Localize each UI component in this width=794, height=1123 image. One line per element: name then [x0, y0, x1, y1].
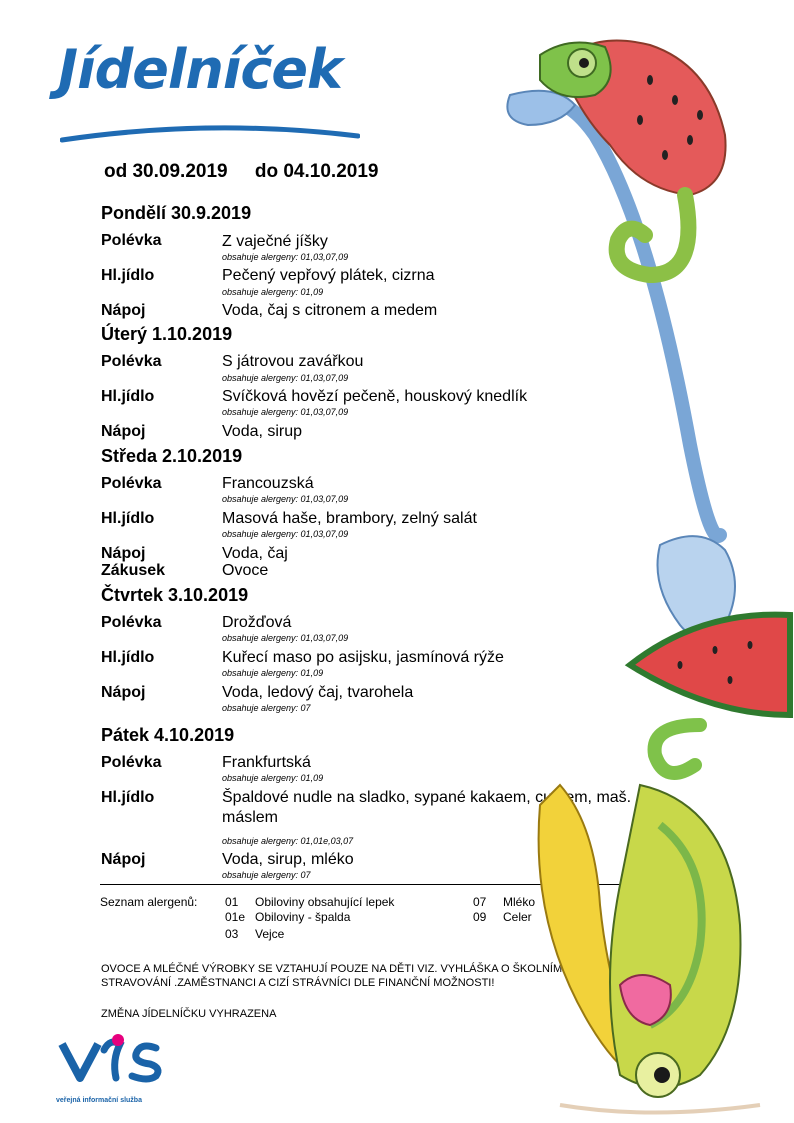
item-dish: Ovoce — [222, 562, 269, 579]
item-label: Polévka — [101, 754, 162, 771]
item-label: Polévka — [101, 353, 162, 370]
item-label: Zákusek — [101, 562, 166, 579]
allergen-name: Vejce — [255, 927, 285, 941]
title-underline-swoosh — [60, 118, 360, 148]
item-dish: S játrovou zavářkou — [222, 353, 364, 370]
item-label: Hl.jídlo — [101, 649, 155, 666]
item-allergens: obsahuje alergeny: 01,09 — [222, 668, 324, 678]
item-dish: Voda, čaj s citronem a medem — [222, 302, 438, 319]
item-label: Hl.jídlo — [101, 388, 155, 405]
day-heading: Středa 2.10.2019 — [101, 446, 243, 466]
item-dish: Kuřecí maso po asijsku, jasmínová rýže — [222, 649, 504, 666]
allergen-code: 01e — [225, 910, 246, 924]
item-allergens: obsahuje alergeny: 07 — [222, 870, 311, 880]
allergen-legend-title: Seznam alergenů: — [100, 895, 198, 909]
period-to: do 04.10.2019 — [254, 161, 379, 182]
item-label: Polévka — [101, 232, 162, 249]
item-dish: Voda, sirup, mléko — [222, 851, 354, 868]
allergen-name: Obiloviny obsahující lepek — [255, 895, 395, 909]
item-label: Hl.jídlo — [101, 789, 155, 806]
item-dish: Frankfurtská — [222, 754, 311, 771]
item-label: Polévka — [101, 614, 162, 631]
note-line: STRAVOVÁNÍ .ZAMĚSTNANCI A CIZÍ STRÁVNÍCI DLE FINANČNÍ MOŽNOSTI! — [101, 977, 495, 989]
note-line: ZMĚNA JÍDELNÍČKU VYHRAZENA — [101, 1008, 277, 1020]
day-heading: Pondělí 30.9.2019 — [101, 203, 252, 223]
allergen-name: Obiloviny - špalda — [255, 910, 351, 924]
item-allergens: obsahuje alergeny: 01,09 — [222, 773, 324, 783]
item-dish: Svíčková hovězí pečeně, houskový knedlík — [222, 388, 528, 405]
day-heading: Úterý 1.10.2019 — [101, 324, 233, 344]
item-label: Hl.jídlo — [101, 510, 155, 527]
logo-tagline: veřejná informační služba — [56, 1097, 142, 1104]
item-dish: Z vaječné jíšky — [222, 233, 328, 250]
item-allergens: obsahuje alergeny: 07 — [222, 703, 311, 713]
item-allergens: obsahuje alergeny: 01,03,07,09 — [222, 633, 349, 643]
item-allergens: obsahuje alergeny: 01,03,07,09 — [222, 529, 349, 539]
item-label: Nápoj — [101, 302, 146, 319]
item-label: Nápoj — [101, 545, 146, 562]
item-allergens: obsahuje alergeny: 01,03,07,09 — [222, 373, 349, 383]
page-title: Jídelníček — [58, 38, 342, 101]
allergen-name: Celer — [503, 910, 532, 924]
vis-logo — [56, 1030, 176, 1104]
item-dish-continued: máslem — [222, 809, 279, 826]
item-allergens: obsahuje alergeny: 01,03,07,09 — [222, 407, 349, 417]
item-dish: Pečený vepřový plátek, cizrna — [222, 267, 435, 284]
item-label: Polévka — [101, 475, 162, 492]
menu-period — [104, 161, 400, 183]
day-heading: Pátek 4.10.2019 — [101, 725, 235, 745]
item-dish: Voda, sirup — [222, 423, 303, 440]
allergen-code: 01 — [225, 895, 239, 909]
day-heading: Čtvrtek 3.10.2019 — [101, 585, 249, 605]
allergen-code: 09 — [473, 910, 487, 924]
item-dish: Francouzská — [222, 475, 314, 492]
chameleon-illustration — [500, 25, 794, 1120]
item-allergens: obsahuje alergeny: 01,01e,03,07 — [222, 836, 354, 846]
period-from: od 30.09.2019 — [104, 161, 228, 182]
vis-logo-mark — [56, 1030, 176, 1090]
allergen-name: Mléko — [503, 895, 536, 909]
allergen-code: 07 — [473, 895, 487, 909]
item-dish: Špaldové nudle na sladko, sypané kakaem, cukrem, maš. — [222, 789, 632, 806]
note-line: OVOCE A MLÉČNÉ VÝROBKY SE VZTAHUJÍ POUZE NA DĚTI VIZ. VYHLÁŠKA O ŠKOLNÍM — [101, 963, 563, 975]
item-dish: Voda, ledový čaj, tvarohela — [222, 684, 414, 701]
item-dish: Drožďová — [222, 614, 292, 631]
item-allergens: obsahuje alergeny: 01,03,07,09 — [222, 494, 349, 504]
item-label: Nápoj — [101, 851, 146, 868]
item-label: Nápoj — [101, 423, 146, 440]
allergen-code: 03 — [225, 927, 239, 941]
item-dish: Masová haše, brambory, zelný salát — [222, 510, 477, 527]
item-dish: Voda, čaj — [222, 545, 288, 562]
item-allergens: obsahuje alergeny: 01,09 — [222, 287, 324, 297]
item-label: Hl.jídlo — [101, 267, 155, 284]
item-allergens: obsahuje alergeny: 01,03,07,09 — [222, 252, 349, 262]
item-label: Nápoj — [101, 684, 146, 701]
